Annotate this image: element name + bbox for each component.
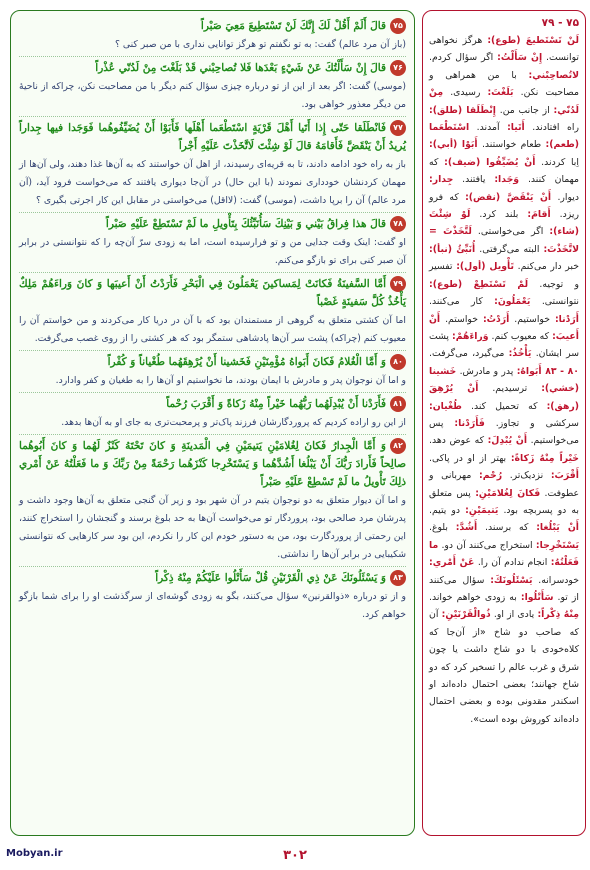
glossary-term: ۸۰ - ۸۳ أَبَواهُ:: [516, 365, 579, 377]
glossary-term: أَنْ يُضَيِّفُوا (ضيف):: [444, 156, 536, 168]
glossary-term: رُحْم:: [478, 470, 503, 482]
glossary-term: أَتَيا:: [507, 122, 525, 134]
glossary-term: لَوْ شِئْتَ (شاء):: [429, 209, 579, 238]
glossary-term: أَقامَ:: [527, 209, 551, 221]
glossary-term: أَقْرَبَ:: [550, 470, 579, 482]
glossary-term: فَكانَ لِغُلامَيْنِ:: [475, 487, 541, 499]
glossary-term: اسْتَطْعَما (طعم):: [429, 122, 579, 151]
glossary-definition: هرگز نخواهی توانست.: [429, 35, 579, 64]
verse-text: قالَ إِنْ سَأَلْتُكَ عَنْ شَيْءٍ بَعْدَها فَلا تُصاحِبْني قَدْ بَلَغْتَ مِنْ لَدُنّي عُذْراً: [95, 62, 386, 74]
glossary-term: مِنْهُ ذِكْراً:: [537, 609, 579, 621]
verse-number-badge: ۷۷: [390, 120, 406, 136]
verse-translation: اما آن کشتی متعلق به گروهی از مستمندان بود که با آن در دریا کار می‌کردند و من خواستم آن را معیوب کنم (چراکه) پشت سر آن‌ها پادشاهی ستمگر بود که هر کشتی را از روی غصب می‌گرفت.: [19, 315, 406, 344]
verse-translation: باز به راه خود ادامه دادند، تا به قریه‌ای رسیدند، از اهل آن خواستند که به آن‌ها غذا دهند، ولی آن‌ها از مهمان کردنشان خودداری نمودند (با این حال) در آن‌جا دیواری یافتند که می‌خواست فرود آید، (آن مرد عالم) آن را برپا داشت، (موسی) گفت: (لااقل) می‌خواستی در مقابل این کار اجرتی بگیری ؟: [19, 159, 406, 206]
verse-text: أَمَّا السَّفينَةُ فَكانَتْ لِمَساكينَ يَعْمَلُونَ فِي الْبَحْرِ فَأَرَدْتُ أَنْ أَعيبَها وَ كانَ وَراءَهُمْ مَلِكٌ يَأْخُذُ كُلَّ سَفينَةٍ غَصْباً: [19, 278, 406, 308]
glossary-definition: خبر دار می‌کنم.: [517, 261, 579, 273]
verse-separator: [19, 434, 406, 435]
glossary-definition: خواستم.: [445, 313, 478, 325]
glossary-term: خَيْراً مِنْهُ زَكاةً:: [510, 452, 579, 464]
glossary-definition: نتوانستی.: [541, 296, 579, 308]
verse-translation: از این رو اراده کردیم که پروردگارشان فرزند پاک‌تر و پرمحبت‌تری به جای او به آن‌ها بدهد.: [61, 417, 406, 428]
glossary-definition: که عوض دهد.: [429, 435, 485, 447]
glossary-definition: پشت سر ایشان.: [429, 330, 579, 360]
glossary-definition: اِبا کردند.: [541, 156, 579, 168]
glossary-term: يَأْخُذُ:: [508, 348, 532, 360]
glossary-definition: دیوار.: [557, 191, 579, 203]
glossary-definition: بلند کرد.: [479, 209, 519, 221]
verse-translation: او گفت: اینک وقت جدایی من و تو فرارسیده است، اما به زودی سرّ آن‌چه را که نتوانستی در برابر آن صبر کنی برای تو بازگو می‌کنم.: [19, 237, 406, 266]
glossary-term: لَتَّخَذْتَ = لاتَّخَذْتَ:: [429, 226, 579, 255]
glossary-term: أُنَبِّئُ (نبأ):: [429, 243, 476, 255]
glossary-definition: یافتند.: [462, 174, 486, 186]
glossary-term: أَنْ يَنْقَضَّ (نقض):: [465, 191, 552, 203]
glossary-definition: رسیدی.: [450, 87, 481, 99]
verse-translation: (باز آن مرد عالم) گفت: به تو نگفتم تو هرگز توانایی نداری با من صبر کنی ؟: [114, 39, 406, 50]
glossary-body: [429, 32, 579, 728]
glossary-term: يَسْئَلُونَكَ:: [490, 574, 533, 586]
glossary-definition: پس متعلق به دو پسربچه بود.: [429, 487, 579, 516]
glossary-term: ذُوالْقَرْنَيْنِ:: [441, 609, 491, 621]
verse-separator: [19, 392, 406, 393]
glossary-term: عَنْ أَمْري:: [429, 557, 475, 569]
glossary-definition: که فرو ریزد.: [429, 191, 579, 221]
glossary-definition: اگر می‌خواستی.: [477, 226, 544, 238]
verse-separator: [19, 212, 406, 213]
glossary-definition: سؤال می‌کنند از تو.: [429, 574, 579, 603]
glossary-definition: تفسیر و توجیه.: [429, 261, 580, 290]
site-watermark[interactable]: Mobyan.ir: [6, 848, 63, 859]
glossary-term: يَعْمَلُونَ:: [494, 296, 531, 308]
verse-number-badge: ۷۵: [390, 18, 406, 34]
glossary-definition: پدر و مادرش.: [459, 365, 514, 377]
glossary-definition: آن که صاحب دو شاخ «از آن‌جا که کلاه‌خودی با دو شاخ داشت یا چون شرق و غرب عالم را تسخیر کرد که دو شاخ جهانند؛ بعضی احتمال داده‌اند او اسکندر مقدونی بوده و بعضی احتمال داده‌اند کوروش بوده است».: [429, 609, 579, 725]
glossary-term: مِنْ لَدُنّي:: [429, 87, 579, 116]
glossary-definition: دو یتیم.: [429, 504, 461, 516]
glossary-term: أَنْ أَعيبَ:: [429, 313, 579, 342]
glossary-definition: بلوغ.: [429, 522, 448, 534]
glossary-definition: پس می‌خواستیم.: [429, 417, 579, 447]
glossary-term: لَمْ تَسْتَطِعْ (طوع):: [429, 278, 529, 290]
verse-separator: [19, 116, 406, 117]
verse-number-badge: ۷۶: [390, 60, 406, 76]
glossary-term: فَأَرَدْنا:: [454, 417, 485, 429]
glossary-term: طُغْيان:: [429, 400, 462, 412]
glossary-definition: می‌گیرد، می‌گرفت.: [429, 348, 505, 360]
glossary-definition: از جانب من.: [499, 104, 550, 116]
verse-arabic: [19, 569, 406, 587]
verse-arabic: [19, 119, 406, 155]
verse-text: وَ أَمَّا الْغُلامُ فَكانَ أَبَواهُ مُؤْمِنَيْنِ فَخَشينا أَنْ يُرْهِقَهُما طُغْياناً وَ كُفْراً: [107, 356, 386, 368]
verse-separator: [19, 56, 406, 57]
glossary-definition: استخراج می‌کنند آن دو.: [441, 539, 533, 551]
verse-number-badge: ۸۲: [390, 438, 406, 454]
verse-number-badge: ۷۸: [390, 216, 406, 232]
glossary-term: أَرَدْتُ:: [482, 313, 510, 325]
verse-separator: [19, 272, 406, 273]
glossary-term: يَسْتَخْرِجا:: [535, 539, 579, 551]
glossary-term: أَبَوْا (أبي):: [429, 139, 478, 151]
glossary-definition: انجام ندادم آن را.: [477, 557, 548, 569]
glossary-term: وَجَدا:: [494, 174, 520, 186]
verse-arabic: [19, 437, 406, 491]
glossary-term: إِنْطَلَقا (طلق):: [429, 104, 496, 116]
glossary-term: أَرَدْنا:: [554, 313, 579, 325]
glossary-term: أَنْ يَبْلُغا:: [536, 522, 579, 534]
glossary-definition: یادی از او.: [493, 609, 535, 621]
glossary-definition: ترسیدیم.: [492, 383, 528, 395]
glossary-definition: سرکشی و تجاوز.: [495, 417, 579, 429]
glossary-definition: که تحمیل کند.: [471, 400, 538, 412]
glossary-term: لاتُصاحِبْني:: [528, 69, 579, 81]
page-frame: [4, 6, 586, 842]
verse-separator: [19, 566, 406, 567]
verse-number-badge: ۸۰: [390, 354, 406, 370]
glossary-term: وَراءَهُمْ:: [452, 330, 489, 342]
page-number: ۳۰۲: [283, 848, 307, 863]
verses-panel: [10, 10, 415, 836]
glossary-term: أَشُدَّ:: [455, 522, 478, 534]
verse-arabic: [19, 59, 406, 77]
verse-separator: [19, 350, 406, 351]
glossary-term: أَنْ يُبْدِلَ:: [487, 435, 528, 447]
verse-text: قالَ هذا فِراقُ بَيْني وَ بَيْنِكَ سَأُنَبِّئُكَ بِتَأْويلِ ما لَمْ تَسْتَطِعْ عَلَيْهِ صَبْراً: [105, 218, 386, 230]
glossary-definition: آمدند.: [476, 122, 500, 134]
verse-text: وَ يَسْئَلُونَكَ عَنْ ذِي الْقَرْنَيْنِ قُلْ سَأَتْلُوا عَلَيْكُمْ مِنْهُ ذِكْراً: [155, 572, 386, 584]
verse-number-badge: ۷۹: [390, 276, 406, 292]
glossary-definition: به زودی خواهم خواند.: [429, 592, 517, 603]
glossary-term: بَلَغْتَ:: [487, 87, 514, 99]
verse-arabic: [19, 353, 406, 371]
glossary-panel: [422, 10, 586, 836]
glossary-definition: کار می‌کنند.: [429, 296, 483, 308]
glossary-definition: نزدیک‌تر.: [509, 470, 544, 482]
glossary-definition: که برسند.: [485, 522, 529, 534]
glossary-term: تَأْويل (أول):: [456, 261, 514, 273]
verse-translation: و اما آن نوجوان پدر و مادرش با ایمان بودند، ما نخواستیم او آن‌ها را به طغیان و کفر وادارد.: [55, 375, 406, 386]
glossary-definition: خودسرانه.: [538, 574, 579, 586]
verse-number-badge: ۸۳: [390, 570, 406, 586]
verse-text: قالَ أَلَمْ أَقُلْ لَكَ إِنَّكَ لَنْ تَسْتَطِيعَ مَعِيَ صَبْراً: [200, 20, 386, 32]
glossary-term: خَشينا (خشي):: [429, 365, 579, 395]
verse-arabic: [19, 395, 406, 413]
verse-translation: (موسی) گفت: اگر بعد از این از تو درباره چیزی سؤال کنم دیگر با من مصاحبت نکن، چراکه از ناحیهٔ من دیگر معذور خواهی بود.: [19, 81, 406, 110]
glossary-definition: خواستیم.: [514, 313, 550, 325]
glossary-definition: راه افتادند.: [532, 122, 579, 134]
glossary-term: لَنْ تَسْتَطيعَ (طوع):: [487, 35, 579, 46]
glossary-term: أَنْ يُرْهِقَ (رهق):: [429, 383, 579, 412]
glossary-definition: اگر سؤال کردم.: [429, 52, 494, 64]
glossary-term: إِنْ سَأَلْتُ:: [497, 52, 543, 64]
glossary-definition: که معیوب کنم.: [491, 330, 550, 342]
verse-number-badge: ۸۱: [390, 396, 406, 412]
glossary-verse-range: ۷۵ - ۷۹: [541, 17, 579, 29]
glossary-term: ما فَعَلْتُهُ:: [429, 539, 579, 569]
glossary-term: سَأَتْلُوا:: [520, 592, 554, 603]
glossary-definition: مهربانی و عطوفت.: [429, 470, 579, 499]
verse-translation: و از تو درباره «ذوالقرنین» سؤال می‌کنند، بگو به زودی گوشه‌ای از سرگذشت او را برای شما بازگو خواهم کرد.: [19, 591, 406, 620]
glossary-definition: که مهمان کنند.: [429, 156, 579, 186]
verse-arabic: [19, 17, 406, 35]
glossary-definition: البته می‌گرفتی.: [479, 243, 540, 255]
verse-text: فَأَرَدْنا أَنْ يُبْدِلَهُما رَبُّهُما خَيْراً مِنْهُ زَكاةً وَ أَقْرَبَ رُحْماً: [166, 398, 386, 410]
verse-text: وَ أَمَّا الْجِدارُ فَكانَ لِغُلامَيْنِ يَتيمَيْنِ فِي الْمَدينَةِ وَ كانَ تَحْتَهُ كَنْزٌ لَهُما وَ كانَ أَبُوهُما صالِحاً فَأَرادَ رَبُّكَ أَنْ يَبْلُغا أَشُدَّهُما وَ يَسْتَخْرِجا كَنْزَهُما رَحْمَةً مِنْ رَبِّكَ وَ ما فَعَلْتُهُ عَنْ أَمْري ذلِكَ تَأْويلُ ما لَمْ تَسْطِعْ عَلَيْهِ صَبْراً: [19, 440, 406, 488]
verse-arabic: [19, 275, 406, 311]
verse-translation: و اما آن دیوار متعلق به دو نوجوان یتیم در آن شهر بود و زیر آن گنجی متعلق به آن‌ها وجود داشت و پدرشان مرد صالحی بود، پروردگار تو می‌خواست آن‌ها به حد بلوغ برسند و گنجشان را استخراج کنند، این رحمتی از پروردگارت بود، من به دستور خودم این کار را نکردم، این بود سر کارهایی که نتوانستی شکیبایی در برابر آن‌ها را نداشتی.: [19, 495, 406, 560]
glossary-definition: با من همراهی و مصاحبت نکن.: [429, 69, 579, 99]
glossary-term: جِدار:: [429, 174, 454, 186]
glossary-definition: طعام خواستند.: [481, 139, 542, 151]
glossary-term: يَتيمَيْنِ:: [465, 504, 499, 516]
glossary-definition: بهتر از او در پاکی.: [429, 452, 507, 464]
verse-arabic: [19, 215, 406, 233]
verse-text: فَانْطَلَقا حَتّى إِذا أَتَيا أَهْلَ قَرْيَةٍ اسْتَطْعَما أَهْلَها فَأَبَوْا أَنْ يُضَيِّفُوهُما فَوَجَدا فيها جِداراً يُريدُ أَنْ يَنْقَضَّ فَأَقامَهُ قالَ لَوْ شِئْتَ لَاتَّخَذْتَ عَلَيْهِ أَجْراً: [19, 122, 406, 152]
